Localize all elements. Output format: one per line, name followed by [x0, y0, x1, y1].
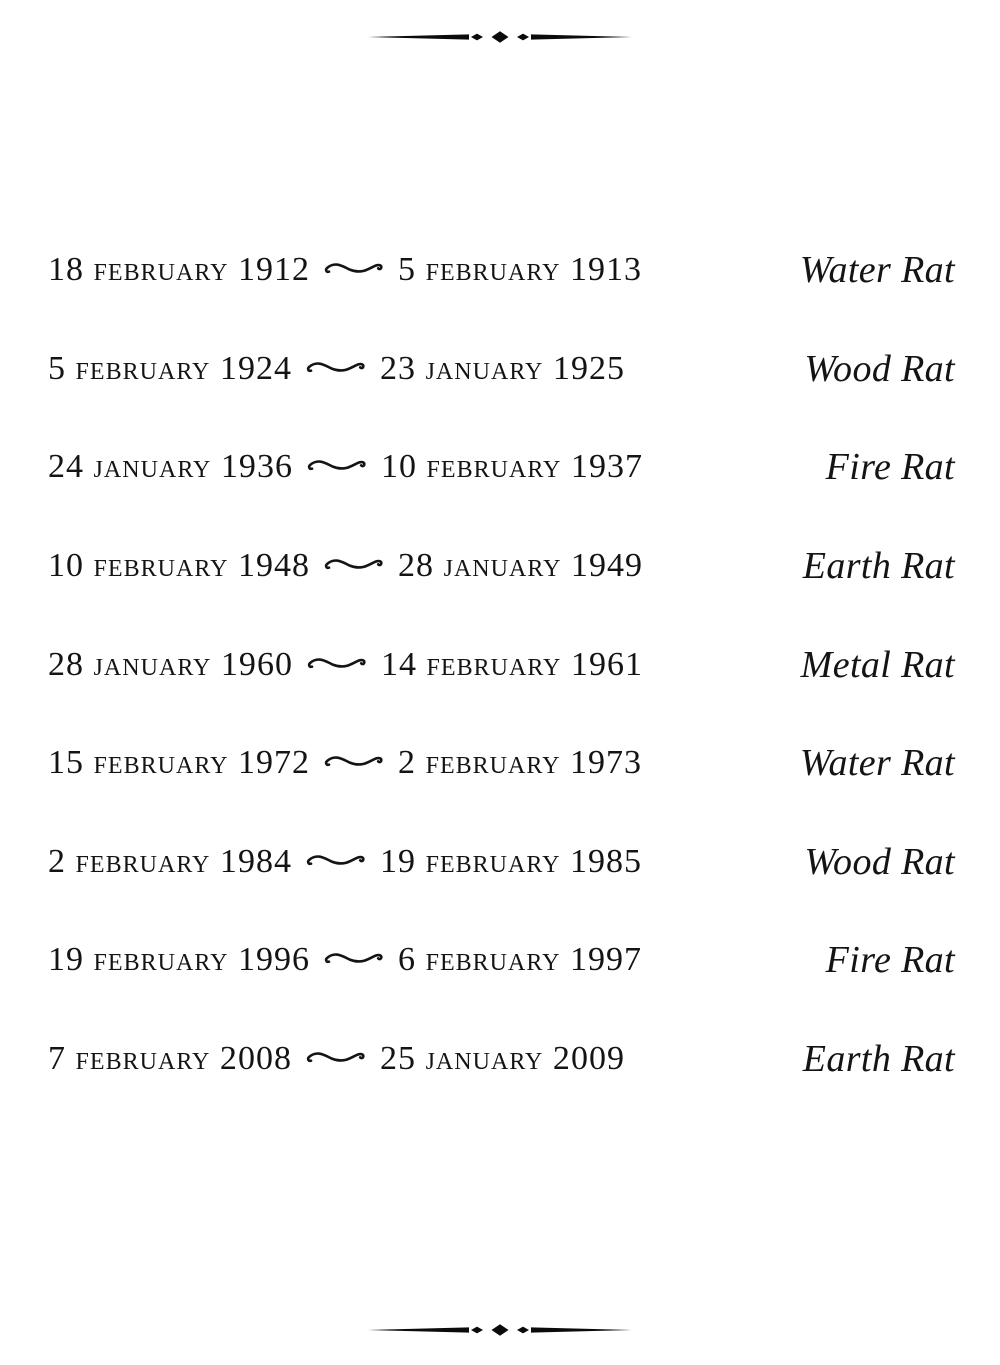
- date-range: [48, 251, 642, 289]
- rat-years-table: [48, 221, 955, 1108]
- date-range: [48, 350, 625, 388]
- table-row: [48, 320, 955, 419]
- table-row: [48, 221, 955, 320]
- element-year-label: Metal Rat: [800, 643, 955, 686]
- element-year-label: Wood Rat: [804, 840, 955, 883]
- start-date: 7 february 2008: [48, 1040, 293, 1078]
- element-year-label: Earth Rat: [802, 1038, 955, 1081]
- start-date: 19 february 1996: [48, 941, 311, 979]
- element-year-label: Water Rat: [799, 249, 955, 292]
- date-range: [48, 843, 642, 881]
- date-range: [48, 646, 643, 684]
- date-range: [48, 744, 642, 782]
- end-date: 19 february 1985: [380, 842, 643, 880]
- table-row: [48, 813, 955, 912]
- swung-dash-icon: [307, 455, 367, 475]
- end-date: 25 january 2009: [380, 1040, 625, 1078]
- swung-dash-icon: [324, 554, 384, 574]
- date-range: [48, 1040, 625, 1078]
- end-date: 10 february 1937: [380, 448, 644, 486]
- table-row: [48, 615, 955, 714]
- end-date: 23 january 1925: [380, 349, 625, 387]
- swung-dash-icon: [306, 850, 366, 870]
- element-year-label: Wood Rat: [804, 347, 955, 390]
- table-row: [48, 714, 955, 813]
- start-date: 5 february 1924: [48, 349, 293, 387]
- element-year-label: Fire Rat: [825, 939, 955, 982]
- divider-ornament-icon: [368, 1323, 632, 1337]
- date-range: [48, 448, 643, 486]
- swung-dash-icon: [306, 1047, 366, 1067]
- swung-dash-icon: [307, 653, 367, 673]
- start-date: 2 february 1984: [48, 842, 293, 880]
- table-row: [48, 911, 955, 1010]
- element-year-label: Earth Rat: [802, 545, 955, 588]
- start-date: 10 february 1948: [48, 547, 311, 585]
- table-row: [48, 1010, 955, 1109]
- end-date: 14 february 1961: [380, 645, 644, 683]
- swung-dash-icon: [324, 948, 384, 968]
- date-range: [48, 941, 642, 979]
- start-date: 15 february 1972: [48, 744, 311, 782]
- start-date: 24 january 1936: [48, 448, 293, 486]
- swung-dash-icon: [324, 751, 384, 771]
- element-year-label: Fire Rat: [825, 446, 955, 489]
- element-year-label: Water Rat: [799, 742, 955, 785]
- end-date: 2 february 1973: [398, 744, 643, 782]
- divider-ornament-icon: [368, 30, 632, 44]
- date-range: [48, 547, 643, 585]
- end-date: 6 february 1997: [398, 941, 643, 979]
- swung-dash-icon: [306, 357, 366, 377]
- end-date: 28 january 1949: [398, 547, 644, 585]
- table-row: [48, 517, 955, 616]
- start-date: 28 january 1960: [48, 645, 293, 683]
- table-row: [48, 418, 955, 517]
- end-date: 5 february 1913: [398, 251, 643, 289]
- start-date: 18 february 1912: [48, 251, 311, 289]
- swung-dash-icon: [324, 258, 384, 278]
